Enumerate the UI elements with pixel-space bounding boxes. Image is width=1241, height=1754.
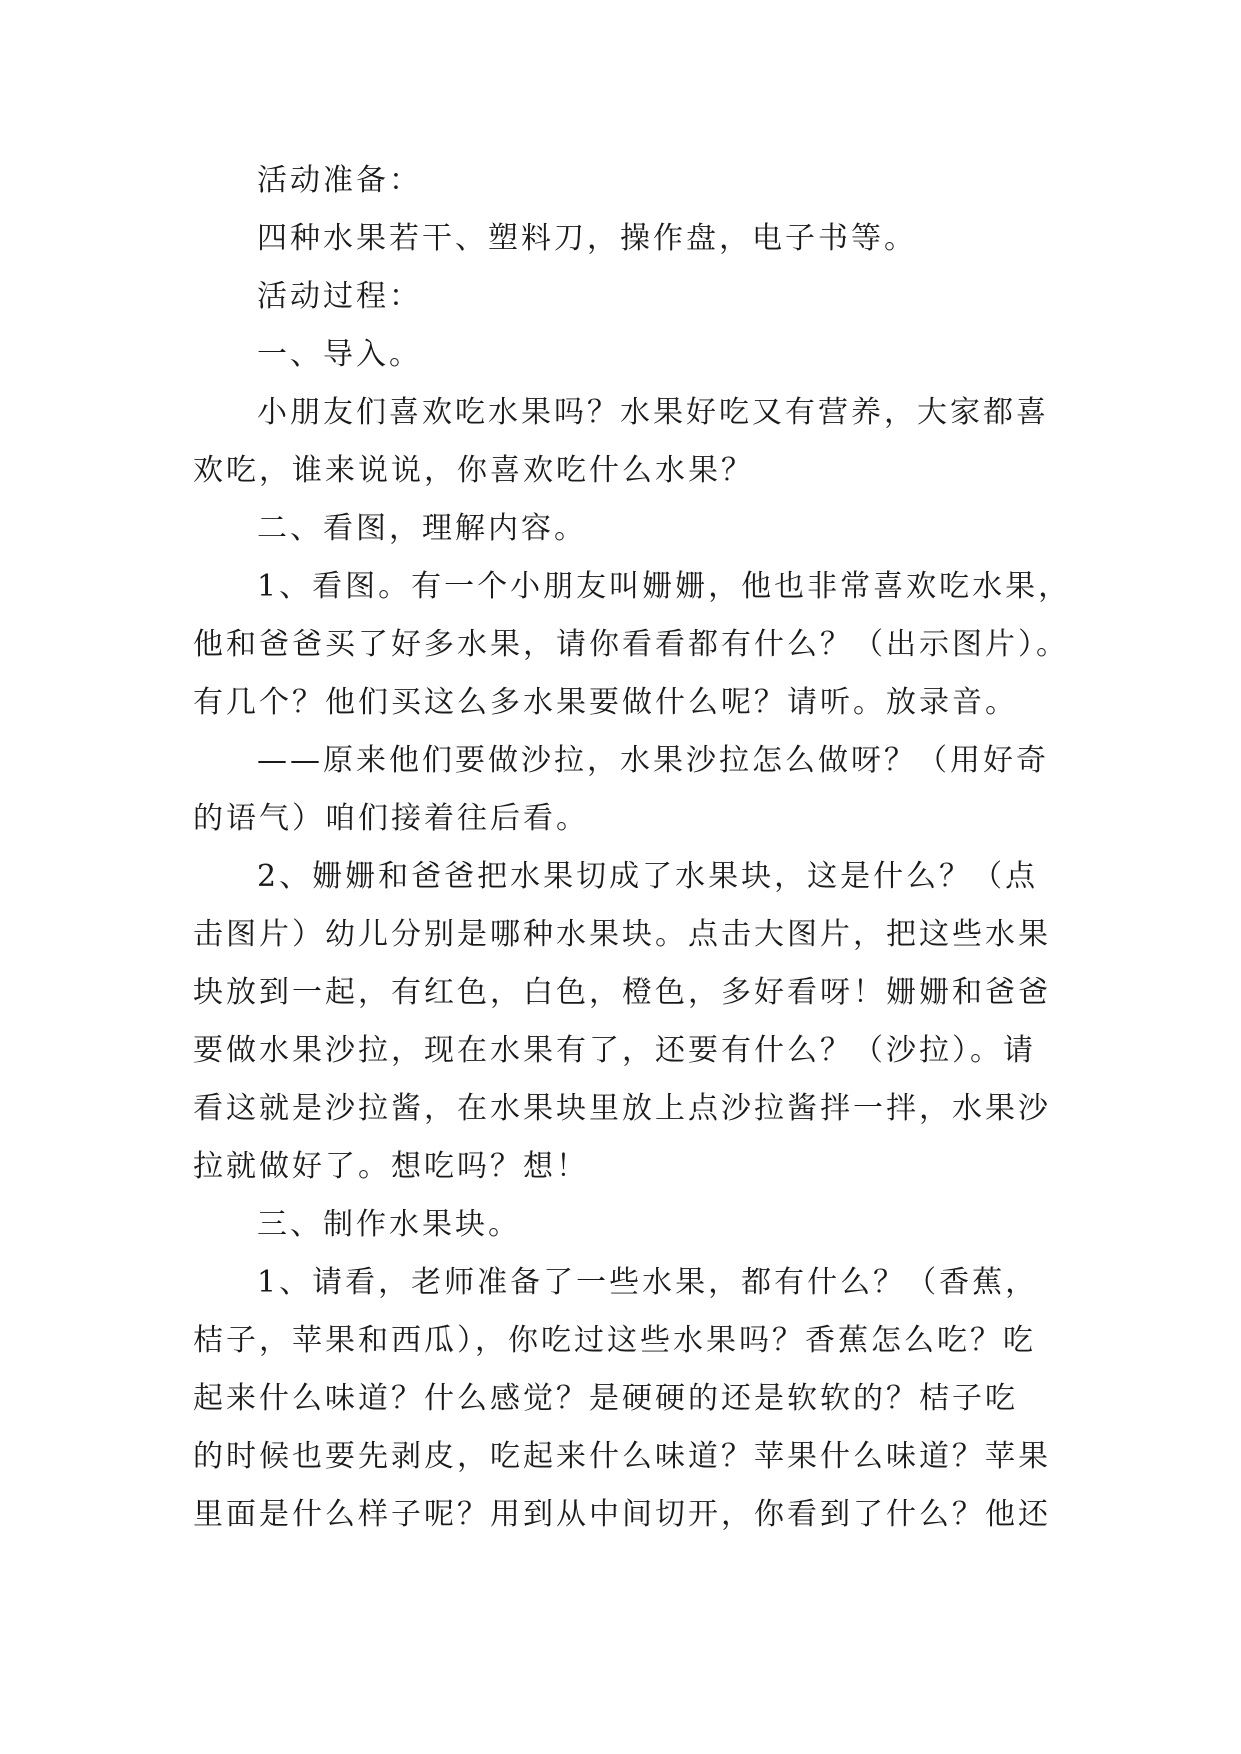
text-line: 四种水果若干、塑料刀，操作盘，电子书等。 — [257, 221, 917, 256]
section-heading: 一、导入。 — [257, 337, 422, 372]
text-line: 要做水果沙拉，现在水果有了，还要有什么？（沙拉）。请 — [193, 1033, 1036, 1068]
text-line: ——原来他们要做沙拉，水果沙拉怎么做呀？（用好奇 — [257, 743, 1049, 778]
text-line: 起来什么味道？什么感觉？是硬硬的还是软软的？桔子吃 — [193, 1381, 1018, 1416]
text-line: 拉就做好了。想吃吗？想！ — [193, 1149, 589, 1184]
text-line: 1、看图。有一个小朋友叫姗姗，他也非常喜欢吃水果， — [257, 569, 1072, 604]
text-line: 1、请看，老师准备了一些水果，都有什么？（香蕉， — [257, 1265, 1039, 1300]
section-heading: 三、制作水果块。 — [257, 1207, 521, 1242]
text-line: 块放到一起，有红色，白色，橙色，多好看呀！姗姗和爸爸 — [193, 975, 1051, 1010]
text-line: 桔子，苹果和西瓜），你吃过这些水果吗？香蕉怎么吃？吃 — [193, 1323, 1036, 1358]
text-line: 小朋友们喜欢吃水果吗？水果好吃又有营养，大家都喜 — [257, 395, 1049, 430]
text-line: 看这就是沙拉酱，在水果块里放上点沙拉酱拌一拌，水果沙 — [193, 1091, 1051, 1126]
section-heading: 二、看图，理解内容。 — [257, 511, 587, 546]
text-line: 的时候也要先剥皮，吃起来什么味道？苹果什么味道？苹果 — [193, 1439, 1051, 1474]
text-line: 里面是什么样子呢？用到从中间切开，你看到了什么？他还 — [193, 1497, 1051, 1532]
text-line: 2、姗姗和爸爸把水果切成了水果块，这是什么？（点 — [257, 859, 1039, 894]
text-line: 击图片）幼儿分别是哪种水果块。点击大图片，把这些水果 — [193, 917, 1051, 952]
text-line: 的语气）咱们接着往后看。 — [193, 801, 589, 836]
text-line: 活动过程： — [257, 279, 422, 314]
document-body — [193, 152, 1072, 1544]
text-line: 有几个？他们买这么多水果要做什么呢？请听。放录音。 — [193, 685, 1018, 720]
text-line: 欢吃，谁来说说，你喜欢吃什么水果？ — [193, 453, 754, 488]
text-line: 活动准备： — [257, 163, 422, 198]
text-line: 他和爸爸买了好多水果，请你看看都有什么？（出示图片）。 — [193, 627, 1069, 662]
